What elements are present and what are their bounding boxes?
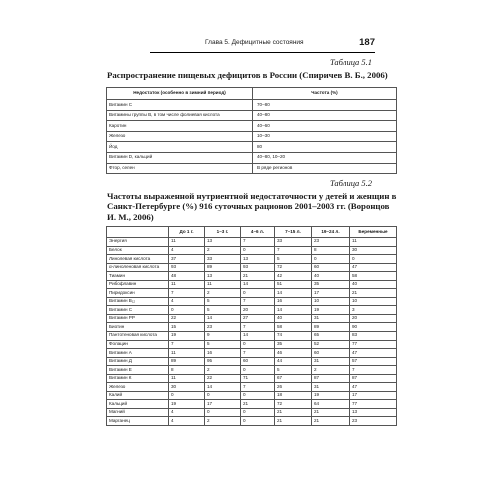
value-cell: 21: [241, 272, 275, 281]
value-cell: 23: [312, 238, 350, 247]
table-row: [107, 306, 397, 315]
value-cell: 0: [241, 408, 275, 417]
value-cell: 20: [241, 306, 275, 315]
value-cell: 23: [205, 323, 241, 332]
value-cell: 17: [350, 391, 397, 400]
row-label-cell: Энергия: [107, 238, 169, 247]
table-row: [107, 314, 397, 323]
value-cell: 14: [241, 332, 275, 341]
value-cell: 58: [350, 272, 397, 281]
value-cell: 60: [312, 263, 350, 272]
row-label-cell: Кальций: [107, 400, 169, 409]
value-cell: 87: [350, 374, 397, 383]
row-label-cell: Витамин PP: [107, 314, 169, 323]
row-label-cell: Железо: [107, 131, 253, 142]
value-cell: 77: [350, 340, 397, 349]
value-cell: 13: [350, 408, 397, 417]
value-cell: 31: [312, 383, 350, 392]
value-cell: 0: [241, 366, 275, 375]
value-cell: 21: [241, 400, 275, 409]
value-cell: 40: [350, 280, 397, 289]
table-row: [107, 340, 397, 349]
value-cell: 74: [275, 332, 312, 341]
row-label-cell: Тиамин: [107, 272, 169, 281]
value-cell: 14: [205, 383, 241, 392]
row-label-cell: Витамин Е: [107, 366, 169, 375]
value-cell: 30: [169, 383, 205, 392]
value-cell: 65: [312, 332, 350, 341]
value-cell: 87: [312, 374, 350, 383]
value-cell: 15: [169, 323, 205, 332]
row-label-cell: Каротин: [107, 121, 253, 132]
table-row: [107, 349, 397, 358]
value-cell: 40: [275, 314, 312, 323]
table2-column-header: 4–6 л.: [241, 227, 275, 238]
value-cell: 13: [241, 255, 275, 264]
value-cell: 3: [350, 306, 397, 315]
value-cell: 30: [350, 246, 397, 255]
table2-label: Таблица 5.2: [330, 178, 373, 188]
value-cell: 95: [205, 357, 241, 366]
value-cell: 42: [275, 272, 312, 281]
value-cell: 14: [241, 280, 275, 289]
value-cell: 11: [169, 374, 205, 383]
value-cell: 23: [350, 417, 397, 426]
value-cell: 5: [205, 297, 241, 306]
row-label-cell: Пиридоксин: [107, 289, 169, 298]
table2-title: Частоты выраженной нутриентной недостаточности у детей и женщин в Санкт-Петербурге (%) 916 суточных рационов 2001–2003 гг. (Воронцов И. М., 2006): [107, 191, 397, 222]
value-cell: 21: [312, 417, 350, 426]
value-cell: 7: [241, 297, 275, 306]
value-cell: 22: [205, 374, 241, 383]
table-row: [107, 374, 397, 383]
value-cell: 70–80: [253, 100, 397, 111]
row-label-cell: Линолевая кислота: [107, 255, 169, 264]
row-label-cell: Фолацин: [107, 340, 169, 349]
value-cell: 21: [312, 408, 350, 417]
table-row: [107, 332, 397, 341]
value-cell: 5: [275, 366, 312, 375]
value-cell: 13: [205, 272, 241, 281]
table-row: [107, 383, 397, 392]
running-header: [150, 37, 375, 51]
value-cell: 31: [312, 357, 350, 366]
row-label-cell: Белок: [107, 246, 169, 255]
header-rule: [150, 52, 375, 53]
value-cell: 10: [312, 297, 350, 306]
value-cell: 52: [312, 340, 350, 349]
value-cell: 72: [275, 400, 312, 409]
value-cell: 9: [205, 332, 241, 341]
value-cell: 40–80, 10–20: [253, 152, 397, 163]
page-number: 187: [359, 37, 375, 48]
value-cell: 0: [312, 255, 350, 264]
value-cell: 83: [350, 332, 397, 341]
value-cell: 71: [241, 374, 275, 383]
table2: [106, 226, 397, 426]
table2-column-header: 1–3 г.: [205, 227, 241, 238]
value-cell: 72: [275, 263, 312, 272]
value-cell: 8: [312, 246, 350, 255]
value-cell: 7: [169, 289, 205, 298]
table-row: [107, 391, 397, 400]
chapter-title: Глава 5. Дефицитные состояния: [205, 39, 304, 46]
value-cell: 16: [275, 297, 312, 306]
value-cell: 93: [241, 263, 275, 272]
table1: [106, 87, 397, 174]
value-cell: 67: [275, 374, 312, 383]
row-label-cell: Витамин B₁₂: [107, 297, 169, 306]
value-cell: 44: [275, 357, 312, 366]
value-cell: 5: [275, 255, 312, 264]
table-row: [107, 272, 397, 281]
value-cell: В ряде регионов: [253, 163, 397, 174]
value-cell: 20: [350, 314, 397, 323]
table-row: [107, 357, 397, 366]
table2-column-header: До 1 г.: [169, 227, 205, 238]
value-cell: 33: [275, 238, 312, 247]
table-row: [107, 255, 397, 264]
table1-title: Распространение пищевых дефицитов в России (Спиричев В. Б., 2006): [107, 70, 388, 80]
row-label-cell: Витамин D, кальций: [107, 152, 253, 163]
value-cell: 48: [169, 272, 205, 281]
value-cell: 2: [312, 366, 350, 375]
value-cell: 10: [350, 297, 397, 306]
table-row: [107, 246, 397, 255]
row-label-cell: α-линоленовая кислота: [107, 263, 169, 272]
table-row: [107, 280, 397, 289]
value-cell: 21: [275, 417, 312, 426]
value-cell: 14: [275, 306, 312, 315]
value-cell: 19: [169, 332, 205, 341]
value-cell: 89: [205, 263, 241, 272]
value-cell: 11: [169, 238, 205, 247]
table-row: [107, 121, 397, 132]
value-cell: 33: [205, 255, 241, 264]
value-cell: 47: [350, 349, 397, 358]
table2-column-header: [107, 227, 169, 238]
value-cell: 14: [275, 289, 312, 298]
value-cell: 26: [275, 383, 312, 392]
value-cell: 2: [205, 246, 241, 255]
value-cell: 60: [241, 357, 275, 366]
value-cell: 0: [205, 391, 241, 400]
table-row: [107, 163, 397, 174]
value-cell: 7: [241, 323, 275, 332]
table2-column-header: 19–24 л.: [312, 227, 350, 238]
value-cell: 10–30: [253, 131, 397, 142]
value-cell: 40: [312, 272, 350, 281]
value-cell: 80: [253, 142, 397, 153]
row-label-cell: Рибофлавин: [107, 280, 169, 289]
table2-column-header: 7–15 л.: [275, 227, 312, 238]
value-cell: 19: [312, 391, 350, 400]
row-label-cell: Витамин С: [107, 100, 253, 111]
value-cell: 37: [169, 255, 205, 264]
value-cell: 64: [312, 400, 350, 409]
table-row: [107, 152, 397, 163]
value-cell: 0: [241, 246, 275, 255]
value-cell: 11: [205, 280, 241, 289]
value-cell: 40–60: [253, 121, 397, 132]
table-row: [107, 417, 397, 426]
value-cell: 46: [275, 349, 312, 358]
value-cell: 31: [312, 314, 350, 323]
row-label-cell: Витамин К: [107, 374, 169, 383]
value-cell: 17: [312, 289, 350, 298]
value-cell: 16: [205, 349, 241, 358]
value-cell: 35: [275, 340, 312, 349]
value-cell: 93: [169, 263, 205, 272]
value-cell: 7: [169, 340, 205, 349]
table-row: [107, 323, 397, 332]
value-cell: 4: [169, 417, 205, 426]
value-cell: 89: [169, 357, 205, 366]
value-cell: 11: [350, 238, 397, 247]
value-cell: 35: [312, 280, 350, 289]
table-row: [107, 297, 397, 306]
value-cell: 7: [241, 349, 275, 358]
row-label-cell: Марганец: [107, 417, 169, 426]
table-row: [107, 408, 397, 417]
table1-column-header: Частота (%): [253, 88, 397, 100]
row-label-cell: Витамин С: [107, 306, 169, 315]
value-cell: 51: [275, 280, 312, 289]
table-row: [107, 366, 397, 375]
value-cell: 7: [241, 383, 275, 392]
value-cell: 7: [350, 366, 397, 375]
value-cell: 8: [169, 366, 205, 375]
value-cell: 21: [350, 289, 397, 298]
value-cell: 2: [205, 366, 241, 375]
value-cell: 0: [169, 306, 205, 315]
value-cell: 47: [350, 383, 397, 392]
value-cell: 0: [241, 417, 275, 426]
row-label-cell: Йод: [107, 142, 253, 153]
row-label-cell: Биотин: [107, 323, 169, 332]
value-cell: 0: [241, 340, 275, 349]
value-cell: 47: [350, 263, 397, 272]
value-cell: 58: [275, 323, 312, 332]
row-label-cell: Фтор, селен: [107, 163, 253, 174]
table-row: [107, 238, 397, 247]
table-row: [107, 110, 397, 121]
value-cell: 5: [205, 340, 241, 349]
table-row: [107, 142, 397, 153]
row-label-cell: Железо: [107, 383, 169, 392]
value-cell: 57: [350, 357, 397, 366]
value-cell: 90: [350, 323, 397, 332]
value-cell: 21: [275, 408, 312, 417]
value-cell: 7: [275, 246, 312, 255]
value-cell: 4: [169, 246, 205, 255]
value-cell: 2: [205, 417, 241, 426]
row-label-cell: Калий: [107, 391, 169, 400]
value-cell: 11: [169, 280, 205, 289]
row-label-cell: Витамин А: [107, 349, 169, 358]
table1-label: Таблица 5.1: [330, 57, 373, 67]
row-label-cell: Витамин Д: [107, 357, 169, 366]
value-cell: 27: [241, 314, 275, 323]
table-row: [107, 263, 397, 272]
value-cell: 0: [169, 391, 205, 400]
value-cell: 19: [169, 400, 205, 409]
value-cell: 0: [350, 255, 397, 264]
table-row: [107, 289, 397, 298]
value-cell: 0: [241, 391, 275, 400]
value-cell: 40–80: [253, 110, 397, 121]
table-row: [107, 131, 397, 142]
row-label-cell: Пантотеновая кислота: [107, 332, 169, 341]
table2-column-header: Беременные: [350, 227, 397, 238]
value-cell: 77: [350, 400, 397, 409]
table-row: [107, 400, 397, 409]
value-cell: 22: [169, 314, 205, 323]
value-cell: 18: [275, 391, 312, 400]
row-label-cell: Магний: [107, 408, 169, 417]
value-cell: 60: [312, 349, 350, 358]
value-cell: 4: [169, 297, 205, 306]
value-cell: 7: [241, 238, 275, 247]
value-cell: 14: [205, 314, 241, 323]
value-cell: 5: [205, 306, 241, 315]
value-cell: 89: [312, 323, 350, 332]
value-cell: 17: [205, 400, 241, 409]
table-row: [107, 100, 397, 111]
value-cell: 11: [169, 349, 205, 358]
table1-header-row: [107, 88, 397, 100]
value-cell: 0: [205, 408, 241, 417]
value-cell: 19: [312, 306, 350, 315]
value-cell: 4: [169, 408, 205, 417]
row-label-cell: Витамины группы В, в том числе фолиевая кислота: [107, 110, 253, 121]
table1-column-header: Недостаток (особенно в зимний период): [107, 88, 253, 100]
table2-header-row: [107, 227, 397, 238]
value-cell: 13: [205, 238, 241, 247]
value-cell: 0: [241, 289, 275, 298]
value-cell: 2: [205, 289, 241, 298]
